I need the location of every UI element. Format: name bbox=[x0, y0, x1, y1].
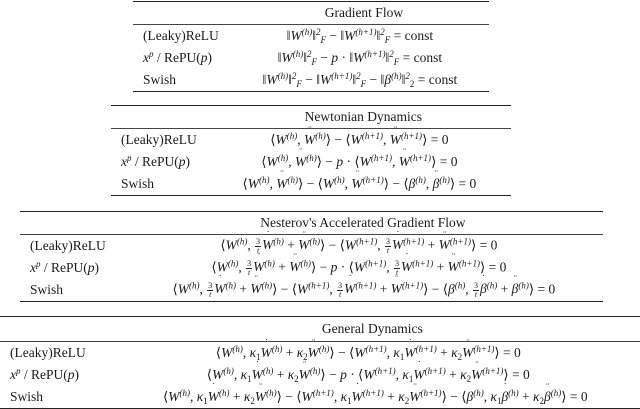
table-row bbox=[20, 279, 603, 302]
equation: $⟨W^{(h)}$, $\kappa_1˙$ $W^{(h)}$ + $\kappa_2¨$ $W^{(h)}⟩ - p$ · $⟨W^{(h+1)}$, $\kappa_1˙$ $W^{(h+1)}$ + $\kappa_2¨$ $W^{(h+1)}⟩ = 0$ bbox=[105, 364, 640, 386]
activation-label: $x^p$ / RePU(p) bbox=[143, 49, 212, 66]
activation-label: $x^p$ / RePU(p) bbox=[30, 259, 99, 276]
activation-label: (Leaky)ReLU bbox=[10, 345, 86, 361]
activation-label: $x^p$ / RePU(p) bbox=[121, 153, 190, 170]
table-header bbox=[0, 317, 640, 342]
equation: $⟨W^{(h)}$, ¨ $W^{(h)}⟩$ − $⟨W^{(h)}$, ¨ $W^{(h+1)}⟩$ − $⟨\beta^{(h)}$, ¨ $\beta^{(h)}⟩ = 0$ bbox=[216, 173, 511, 196]
table-row bbox=[20, 235, 603, 258]
activation-label: Swish bbox=[121, 176, 155, 192]
equation: $‖W^{(h)}‖^2_F - p$ · $‖W^{(h+1)}‖^2_F$ = const bbox=[277, 49, 443, 68]
activation-label: (Leaky)ReLU bbox=[121, 132, 197, 148]
table-row bbox=[0, 386, 640, 409]
activation-label: (Leaky)ReLU bbox=[143, 28, 219, 44]
nesterov-gradient-flow-table bbox=[20, 211, 603, 302]
table-row bbox=[133, 47, 489, 69]
equation: $⟨W^{(h)}$, $\frac{3}{t}$ ˙ $W^{(h)}$ + ¨ $W^{(h)}⟩$ − $⟨W^{(h+1)}$, $\frac{3}{t}$ ˙ $W^{(h+1)}$ + ¨ $W^{(h+1)}⟩$ − $⟨\beta^{(h)}$, $\frac{3}{t}$ ˙ $\beta^{(h)}$ + ¨ $\beta^{(h)}⟩ = 0$ bbox=[123, 279, 603, 302]
table-row bbox=[111, 173, 511, 196]
table-header bbox=[20, 212, 603, 235]
table-title: Newtonian Dynamics bbox=[304, 109, 423, 125]
equation: $⟨W^{(h)}$, $\kappa_1˙$ $W^{(h)}$ + $\kappa_2¨$ $W^{(h)}⟩$ − $⟨W^{(h+1)}$, $\kappa_1˙$ $W^{(h+1)}$ + $\kappa_2¨$ $W^{(h+1)}⟩ = 0$ bbox=[105, 342, 640, 365]
table-row bbox=[111, 129, 511, 152]
equation: $⟨W^{(h)}$, $\frac{3}{t}$ ˙ $W^{(h)}$ + ¨ $W^{(h)}⟩$ − $⟨W^{(h+1)}$, $\frac{3}{t}$ ˙ $W^{(h+1)}$ + ¨ $W^{(h+1)}⟩ = 0$ bbox=[123, 235, 603, 258]
general-dynamics-table bbox=[0, 316, 640, 409]
table-title: Nesterov's Accelerated Gradient Flow bbox=[260, 215, 466, 231]
equation: $⟨W^{(h)}$, ¨ $W^{(h)}⟩$ − $⟨W^{(h+1)}$, ¨ $W^{(h+1)}⟩ = 0$ bbox=[216, 129, 511, 152]
gradient-flow-table bbox=[133, 1, 489, 92]
activation-label: (Leaky)ReLU bbox=[30, 238, 106, 254]
table-row bbox=[111, 151, 511, 173]
table-header bbox=[133, 2, 489, 25]
activation-label: Swish bbox=[10, 389, 44, 405]
table-row bbox=[133, 69, 489, 92]
equation: $⟨W^{(h)}$, $\kappa_1˙$ $W^{(h)}$ + $\kappa_2¨$ $W^{(h)}⟩$ − $⟨W^{(h+1)}$, $\kappa_1˙$ $W^{(h+1)}$ + $\kappa_2¨$ $W^{(h+1)}⟩$ − $⟨\beta^{(h)}$, $\kappa_1˙$ $\beta^{(h)}$ + $\kappa_2¨$ $\beta^{(h)}⟩ = 0$ bbox=[105, 386, 640, 409]
activation-label: $x^p$ / RePU(p) bbox=[10, 366, 79, 383]
activation-label: Swish bbox=[30, 282, 64, 298]
table-title: General Dynamics bbox=[321, 321, 423, 337]
equation: $⟨W^{(h)}$, ¨ $W^{(h)}⟩ - p$ · $⟨W^{(h+1)}$, ¨ $W^{(h+1)}⟩ = 0$ bbox=[216, 151, 511, 173]
activation-label: Swish bbox=[143, 72, 177, 88]
table-row bbox=[0, 364, 640, 386]
table-row bbox=[133, 25, 489, 48]
table-title: Gradient Flow bbox=[324, 5, 404, 21]
equation: $‖W^{(h)}‖^2_F$ − $‖W^{(h+1)}‖^2_F$ = const bbox=[286, 27, 434, 46]
newtonian-dynamics-table bbox=[111, 105, 511, 196]
equation: $‖W^{(h)}‖^2_F$ − $‖W^{(h+1)}‖^2_F$ − $‖\beta^{(h)}‖^2_2$ = const bbox=[262, 71, 458, 90]
table-row bbox=[0, 342, 640, 365]
equation: $⟨W^{(h)}$, $\frac{3}{t}$ ˙ $W^{(h)}$ + ¨ $W^{(h)}⟩ - p$ · $⟨W^{(h+1)}$, $\frac{3}{t}$ ˙ $W^{(h+1)}$ + ¨ $W^{(h+1)}⟩ = 0$ bbox=[123, 257, 603, 279]
